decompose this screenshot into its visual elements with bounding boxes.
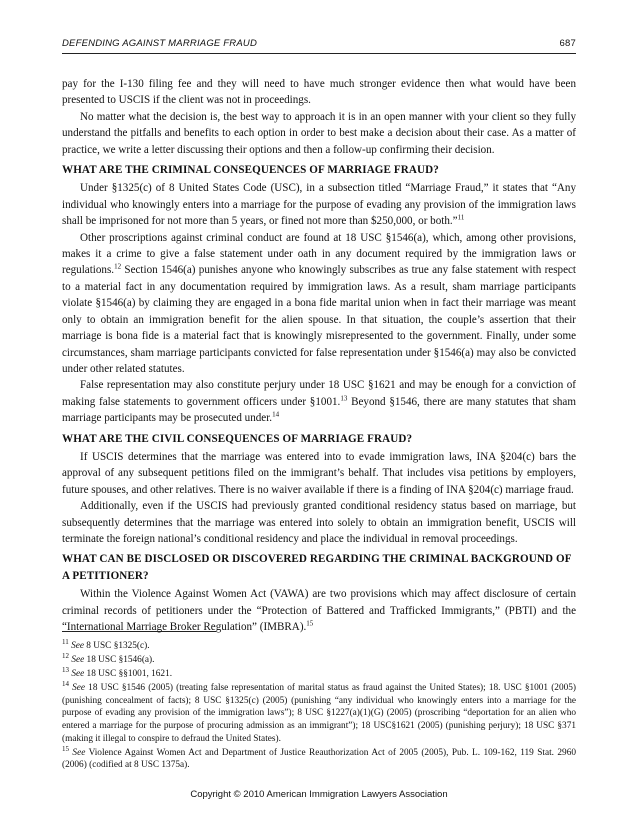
paragraph: Within the Violence Against Women Act (VAWA) are two provisions which may affect disclosure of certain criminal records of petitioners under the “Protection of Battered and Trafficked Immigrants,” (PBTI) and the “International Marriage Broker Regulation” (IMBRA).$^{15}$	[62, 588, 576, 633]
section-heading: WHAT ARE THE CIVIL CONSEQUENCES OF MARRIAGE FRAUD?	[62, 432, 413, 445]
footnote: $^{13}$ See 18 USC §§1001, 1621.	[62, 666, 173, 680]
paragraph: pay for the I-130 filing fee and they will need to have much stronger evidence then what would have been presented to USCIS if the client was not in proceedings.	[62, 78, 576, 107]
section-heading: WHAT ARE THE CRIMINAL CONSEQUENCES OF MARRIAGE FRAUD?	[62, 164, 439, 177]
footnote-number: 13	[62, 666, 69, 675]
body-text	[62, 76, 576, 635]
footnote-number: 11	[62, 637, 69, 646]
footnote-ref[interactable]: 13	[340, 394, 348, 403]
page-number: 687	[559, 38, 576, 49]
header-rule	[62, 53, 576, 54]
footnote: $^{12}$ See 18 USC §1546(a).	[62, 652, 155, 666]
footnote-number: 12	[62, 652, 69, 660]
footnote: $^{11}$ See 8 USC §1325(c).	[62, 637, 150, 651]
footnote-ref[interactable]: 14	[272, 410, 280, 419]
paragraph: Other proscriptions against criminal conduct are found at 18 USC §1546(a), which, among other provisions, makes it a crime to give a false statement under oath in any document required by the immigration laws or regulations.$^{12}$ Section 1546(a) punishes anyone who knowingly subscribes as true any false statement with respect to a material fact in any documentation required by immigration laws. As a result, sham marriage participants violate §1546(a) by claiming they are engaged in a bona fide marital union when in fact their marriage was meant only to obtain an immigration benefit for the alien spouse. In that situation, the couple’s assertion that their marriage is bona fide is a material fact that is knowingly misrepresented to the government. Finally, under some circumstances, sham marriage participants convicted for false representation under §1546(a) may also be convicted under other related statutes.	[62, 231, 576, 375]
running-header	[62, 38, 576, 49]
footnote-number: 14	[62, 680, 69, 689]
paragraph: If USCIS determines that the marriage was entered into to evade immigration laws, INA §204(c) bars the approval of any subsequent petitions filed on the immigrant’s behalf. That includes visa petitions by employers, future spouses, and other relatives. There is no waiver available if there is a finding of INA §204(c) marriage fraud.	[62, 450, 576, 496]
footnote: $^{14}$ See 18 USC §1546 (2005) (treating false representation of marital status as fraud against the United States); 18. USC §1001 (2005) (punishing concealment of facts); 8 USC §1325(c) (2005) (punishing “any individual who knowingly enters into a marriage for the purpose of evading any provision of the immigration laws”); 8 USC §1227(a)(1)(G) (2005) (proscribing “deportation for an alien who entered a marriage for the purpose of procuring admission as an immigrant”); 18 USC§1621 (2005) (punishing perjury); 18 USC §371 (making it illegal to conspire to defraud the United States).	[62, 680, 576, 744]
footnote-ref[interactable]: 15	[306, 619, 314, 628]
footnote-ref[interactable]: 11	[457, 213, 465, 222]
paragraph: Under §1325(c) of 8 United States Code (USC), in a subsection titled “Marriage Fraud,” it states that “Any individual who knowingly enters into a marriage for the purpose of evading any provision of the immigration laws shall be imprisoned for not more than 5 years, or fined not more than $250,000, or both.”$^{11}$	[62, 182, 576, 228]
paragraph: Additionally, even if the USCIS had previously granted conditional residency status based on marriage, but subsequently determines that the marriage was entered into solely to obtain an immigration benefit, USCIS will terminate the foreign national’s conditional residency and place the individual in removal proceedings.	[62, 500, 576, 545]
footnote-rule	[62, 631, 216, 632]
footnote-ref[interactable]: 12	[114, 262, 122, 271]
running-title: DEFENDING AGAINST MARRIAGE FRAUD	[62, 38, 258, 49]
footnote-number: 15	[62, 744, 69, 753]
footnote: $^{15}$ See Violence Against Women Act and Department of Justice Reauthorization Act of 2005 (2005), Pub. L. 109-162, 119 Stat. 2960 (2006) (codified at 8 USC 1375a).	[62, 744, 577, 771]
copyright-footer: Copyright © 2010 American Immigration Lawyers Association	[190, 789, 448, 800]
section-heading: WHAT CAN BE DISCLOSED OR DISCOVERED REGARDING THE CRIMINAL BACKGROUND OF A PETITIONER?	[62, 553, 572, 582]
paragraph: False representation may also constitute perjury under 18 USC §1621 and may be enough for a conviction of making false statements to government officers under §1001.13 Beyond §1546, there are many statutes that sham marriage participants may be prosecuted under.$^{14}$	[62, 379, 576, 425]
paragraph: No matter what the decision is, the best way to approach it is in an open manner with your client so they fully understand the pitfalls and benefits to each option in order to best make a decision about their case. As a matter of practice, we write a letter discussing their options and then a follow-up confirming their decision.	[62, 110, 576, 156]
footnotes	[62, 637, 577, 773]
